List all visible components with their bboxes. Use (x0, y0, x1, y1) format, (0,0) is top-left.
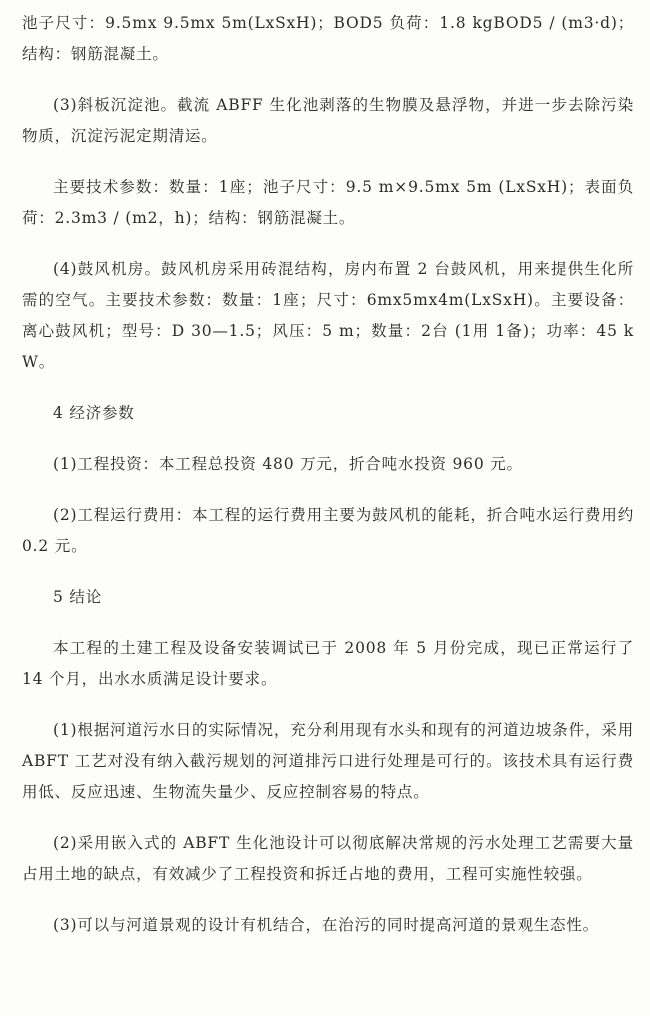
paragraph-conclusion-1: (1)根据河道污水日的实际情况，充分利用现有水头和现有的河道边坡条件，采用 ABFT 工艺对没有纳入截污规划的河道排污口进行处理是可行的。该技术具有运行费用低、反应迅速、生物流失量少、反应控制容易的特点。 (22, 721, 634, 801)
paragraph-blower-room: (4)鼓风机房。鼓风机房采用砖混结构，房内布置 2 台鼓风机，用来提供生化所需的空气。主要技术参数：数量：1座；尺寸：6mx5mx4m(LxSxH)。主要设备：离心鼓风机；型号：D 30—1.5；风压：5 m；数量：2台 (1用 1备)；功率：45 kW。 (22, 260, 634, 371)
paragraph-inclined-plate-sedimentation: (3)斜板沉淀池。截流 ABFF 生化池剥落的生物膜及悬浮物，并进一步去除污染物质，沉淀污泥定期清运。 (22, 96, 634, 145)
paragraph-pool-dimensions: 池子尺寸：9.5mx 9.5mx 5m(LxSxH)；BOD5 负荷：1.8 kgBOD5 / (m3·d)；结构：钢筋混凝土。 (22, 14, 634, 63)
section-heading-economic-parameters: 4 经济参数 (53, 404, 135, 422)
paragraph-conclusion-2: (2)采用嵌入式的 ABFT 生化池设计可以彻底解决常规的污水处理工艺需要大量占用土地的缺点，有效减少了工程投资和拆迁占地的费用，工程可实施性较强。 (22, 834, 634, 883)
paragraph-project-investment: (1)工程投资：本工程总投资 480 万元，折合吨水投资 960 元。 (53, 455, 523, 473)
paragraph-conclusion-3: (3)可以与河道景观的设计有机结合，在治污的同时提高河道的景观生态性。 (53, 916, 599, 934)
paragraph-completion-status: 本工程的土建工程及设备安装调试已于 2008 年 5 月份完成，现已正常运行了 14 个月，出水水质满足设计要求。 (22, 639, 634, 688)
section-heading-conclusion: 5 结论 (53, 588, 102, 606)
paragraph-sedimentation-parameters: 主要技术参数：数量：1座；池子尺寸：9.5 m×9.5mx 5m (LxSxH)；表面负荷：2.3m3 / (m2，h)；结构：钢筋混凝土。 (22, 178, 634, 227)
paragraph-operating-cost: (2)工程运行费用：本工程的运行费用主要为鼓风机的能耗，折合吨水运行费用约 0.2 元。 (22, 506, 634, 555)
